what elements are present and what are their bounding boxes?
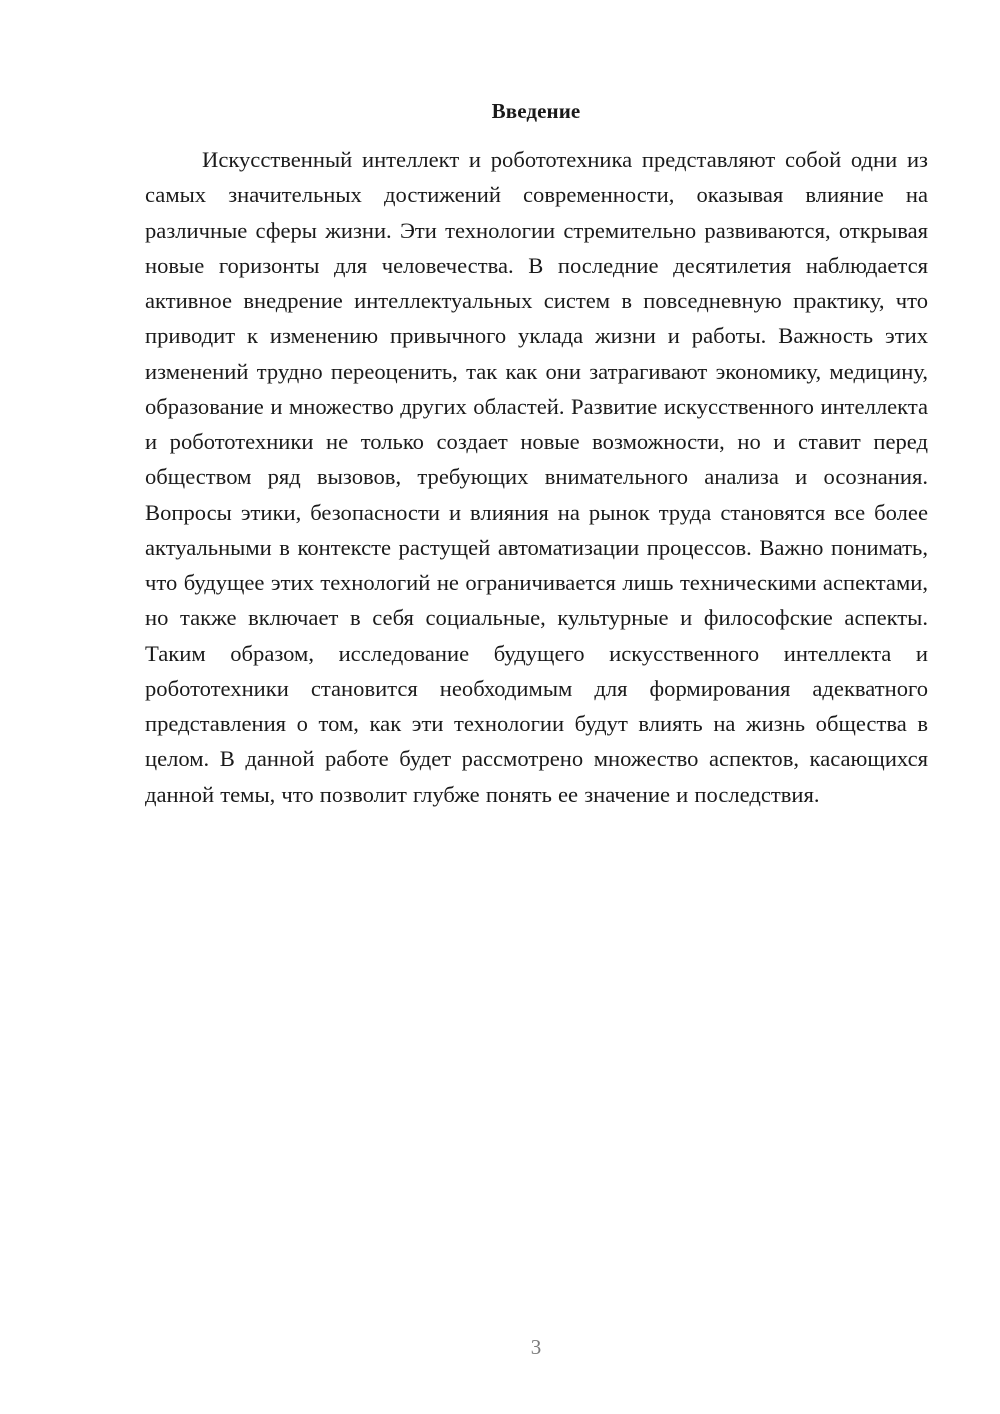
page-number: 3: [530, 1335, 542, 1359]
section-heading: Введение: [491, 99, 581, 123]
introduction-paragraph: Искусственный интеллект и робототехника представляют собой одни из самых значительных достижений современности, оказывая влияние на различные сферы жизни. Эти технологии стремительно развиваются, открывая новые горизонты для человечества. В последние десятилетия наблюдается активное внедрение интеллектуальных систем в повседневную практику, что приводит к изменению привычного уклада жизни и работы. Важность этих изменений трудно переоценить, так как они затрагивают экономику, медицину, образование и множество других областей. Развитие искусственного интеллекта и робототехники не только создает новые возможности, но и ставит перед обществом ряд вызовов, требующих внимательного анализа и осознания. Вопросы этики, безопасности и влияния на рынок труда становятся все более актуальными в контексте растущей автоматизации процессов. Важно понимать, что будущее этих технологий не ограничивается лишь техническими аспектами, но также включает в себя социальные, культурные и философские аспекты. Таким образом, исследование будущего искусственного интеллекта и робототехники становится необходимым для формирования адекватного представления о том, как эти технологии будут влиять на жизнь общества в целом. В данной работе будет рассмотрено множество аспектов, касающихся данной темы, что позволит глубже понять ее значение и последствия.: [145, 147, 928, 807]
